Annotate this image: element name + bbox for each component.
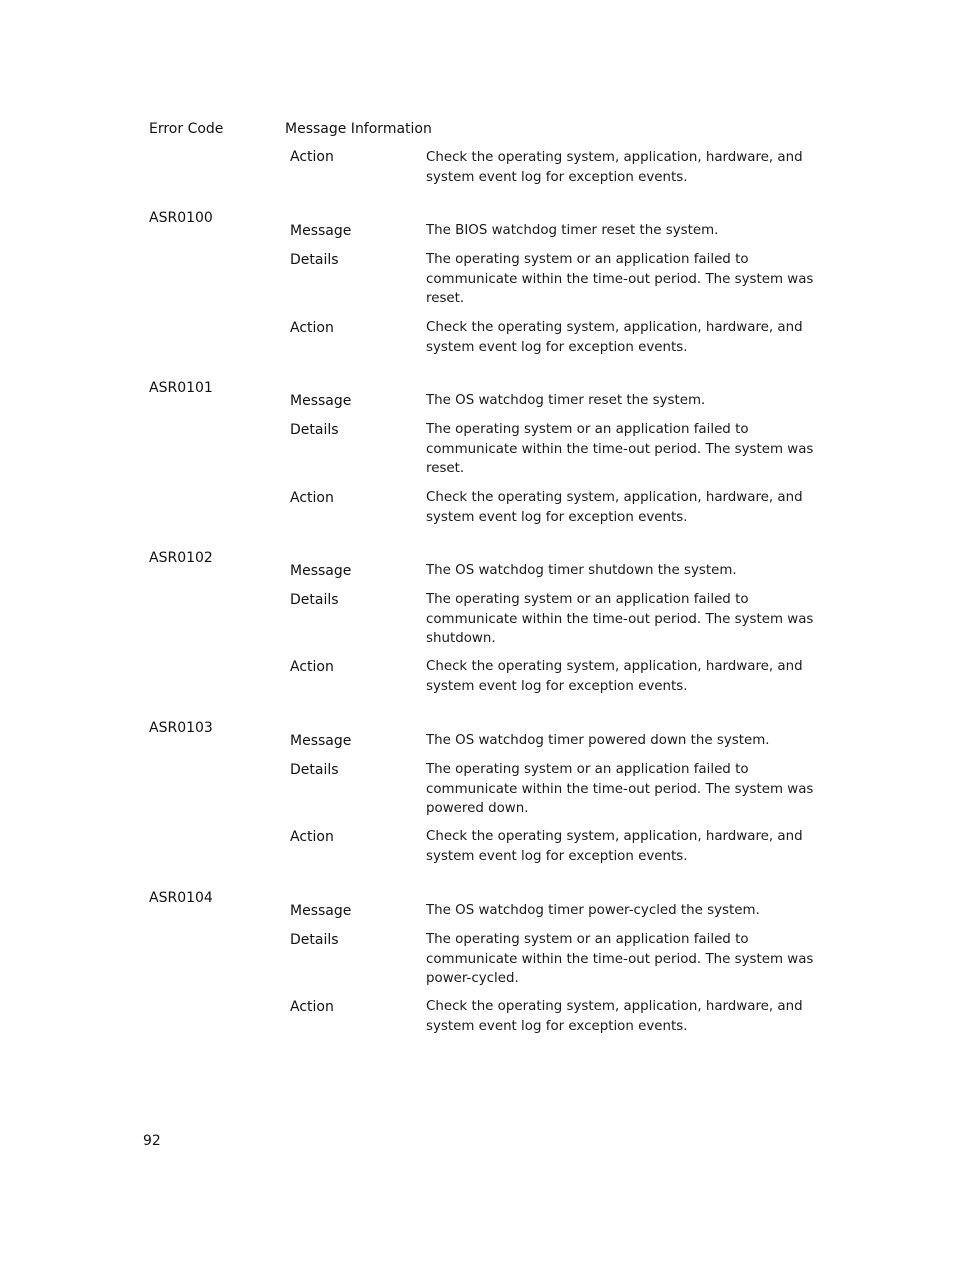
message-label: Message [290, 733, 352, 749]
message-label: Message [290, 223, 352, 239]
error-code: ASR0104 [149, 890, 213, 906]
details-text: The operating system or an application failed to communicate within the time-out period. The system was shutdown. [426, 592, 814, 646]
action-text: Check the operating system, application, hardware, and system event log for exception events. [426, 659, 803, 694]
details-label: Details [290, 592, 339, 608]
action-label: Action [290, 659, 334, 675]
message-label: Message [290, 563, 352, 579]
action-label: Action [290, 490, 334, 506]
message-label: Message [290, 393, 352, 409]
message-text: The OS watchdog timer power-cycled the system. [426, 903, 760, 918]
page-number: 92 [143, 1133, 161, 1149]
action-label: Action [290, 149, 334, 165]
message-text: The OS watchdog timer shutdown the system. [426, 563, 737, 578]
message-text: The OS watchdog timer powered down the system. [426, 733, 770, 748]
action-label: Action [290, 999, 334, 1015]
details-text: The operating system or an application failed to communicate within the time-out period. The system was reset. [426, 252, 814, 306]
error-code: ASR0101 [149, 380, 213, 396]
action-text: Check the operating system, application, hardware, and system event log for exception events. [426, 829, 803, 864]
details-label: Details [290, 762, 339, 778]
details-label: Details [290, 932, 339, 948]
table-header [0, 120, 954, 140]
details-label: Details [290, 252, 339, 268]
message-text: The BIOS watchdog timer reset the system. [426, 223, 719, 238]
action-text: Check the operating system, application, hardware, and system event log for exception events. [426, 320, 803, 355]
action-label: Action [290, 320, 334, 336]
message-text: The OS watchdog timer reset the system. [426, 393, 706, 408]
action-text: Check the operating system, application, hardware, and system event log for exception events. [426, 490, 803, 525]
details-text: The operating system or an application failed to communicate within the time-out period. The system was reset. [426, 422, 814, 476]
message-information-column-header: Message Information [285, 121, 432, 137]
details-label: Details [290, 422, 339, 438]
error-code: ASR0103 [149, 720, 213, 736]
details-text: The operating system or an application failed to communicate within the time-out period. The system was powered down. [426, 762, 814, 816]
message-label: Message [290, 903, 352, 919]
details-text: The operating system or an application failed to communicate within the time-out period. The system was power-cycled. [426, 932, 814, 986]
error-code: ASR0102 [149, 550, 213, 566]
action-label: Action [290, 829, 334, 845]
action-text: Check the operating system, application, hardware, and system event log for exception events. [426, 150, 803, 185]
error-code: ASR0100 [149, 210, 213, 226]
action-text: Check the operating system, application, hardware, and system event log for exception events. [426, 999, 803, 1034]
error-code-column-header: Error Code [149, 121, 224, 137]
